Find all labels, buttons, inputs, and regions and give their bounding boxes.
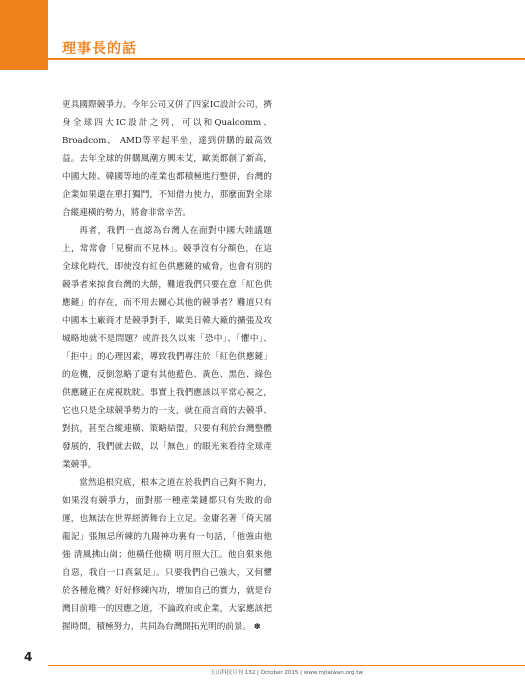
article-paragraph-2: 再者，我們一直認為台灣人在面對中國大陸議題上，常常會「見樹而不見林」。競爭沒有分顏色，在這全球化時代，即使沒有紅色供應鏈的威脅，也會有別的競爭者來掠食台灣的大餅，難道我們只要在意「紅色供應鏈」的存在，而不用去關心其他的競爭者？難道只有中國本土廠商才是競爭對手，歐美日韓大廠的擴張及攻城略地就不是問題？或許長久以來「恐中」、「懼中」、「拒中」的心理因素，導致我們專注於「紅色供應鏈」的危機，反倒忽略了還有其他藍色、黃色、黑色、綠色供應鏈正在虎視眈眈。事實上我們應該以平常心視之，它也只是全球競爭勢力的一支，就在商言商的去競爭、對抗，甚至合縱連橫、策略結盟，只要有利於台灣整體發展的，我們就去做，以「無色」的眼光來看待全球產業競爭。 bbox=[62, 226, 272, 470]
article-paragraph-3 bbox=[62, 474, 272, 636]
end-mark-icon: ✽ bbox=[253, 622, 261, 631]
header-color-block bbox=[0, 0, 48, 70]
article-body bbox=[62, 96, 272, 636]
footer-publication: 玉山科技月刊 132 | October 2015 | www.mjtaiwan.org.tw bbox=[210, 670, 363, 676]
section-title: 理事長的話 bbox=[62, 41, 137, 57]
article-paragraph-3-text: 當然追根究底，根本之道在於我們自己夠不夠力，如果沒有競爭力，面對那一種產業鏈都只有失敗的命運，也無法在世界經濟舞台上立足。金庸名著「倚天屠龍記」張無忌所練的九陽神功裏有一句話，「他強由他強 清風拂山崗；他橫任他橫 明月照大江。他自狠來他自惡，我自一口真氣足」。只要我們自己強大，又何懼於各種危機？好好修練內功，增加自己的實力，就是台灣目前唯一的因應之道，不論政府或企業，大家應該把握時間，積極努力，共同為台灣開拓光明的前景。 bbox=[62, 478, 272, 632]
page-number: 4 bbox=[24, 650, 33, 664]
footer-divider bbox=[48, 665, 525, 666]
header-divider bbox=[48, 58, 525, 60]
article-paragraph-1: 更具國際競爭力。今年公司又併了四家IC設計公司，擠身全球四大IC設計之列，可以和Qualcomm、Broadcom、 AMD等平起平坐，達到併購的最高效益。去年全球的併購風潮方興未艾，歐美都創了新高，中國大陸、韓國等地的產業也都積極進行整併，台灣的企業如果還在單打獨鬥，不知借力使力，那麼面對全球合縱連橫的勢力，將會非常辛苦。 bbox=[62, 100, 272, 218]
